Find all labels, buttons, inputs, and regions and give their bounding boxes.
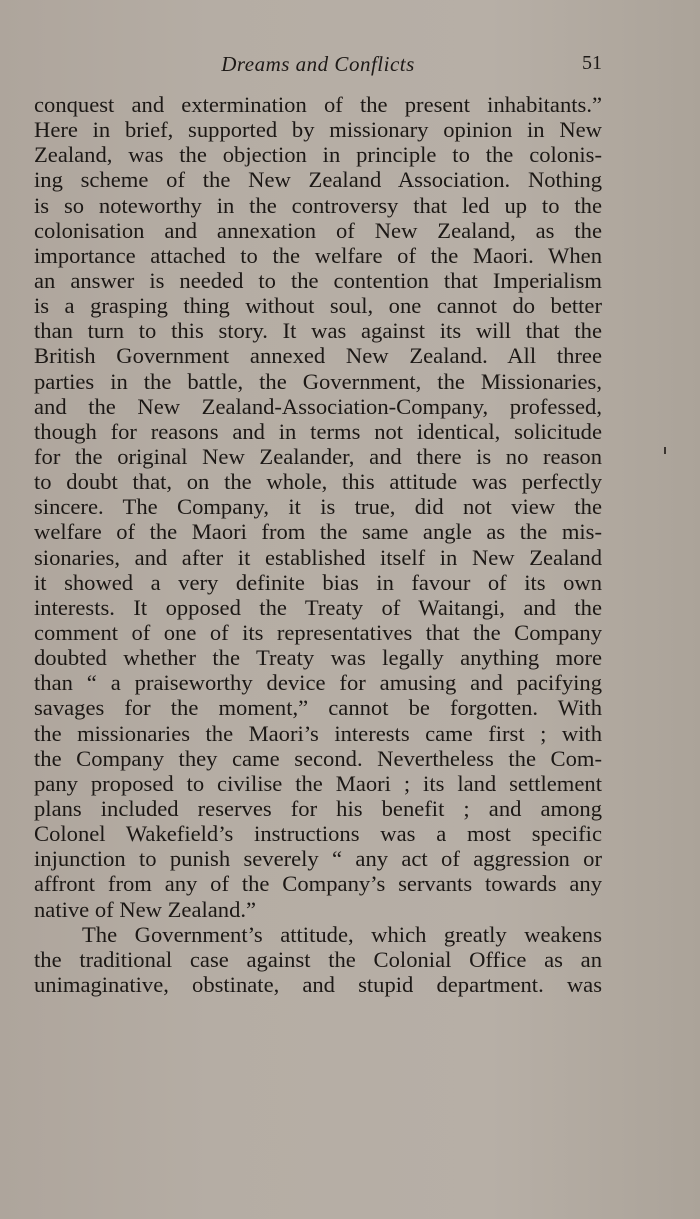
page-number: 51	[582, 52, 602, 74]
text-line: conquest and extermination of the present inhabitants.”	[34, 92, 602, 117]
text-line: Colonel Wakefield’s instructions was a most specific	[34, 821, 602, 847]
running-title: Dreams and Conflicts	[221, 52, 415, 76]
text-line: comment of one of its representatives that the Company	[34, 619, 602, 645]
text-line: interests. It opposed the Treaty of Waitangi, and the	[34, 594, 602, 620]
text-line: Here in brief, supported by missionary opinion in New	[34, 117, 602, 143]
text-line: the missionaries the Maori’s interests came first ; with	[34, 720, 602, 746]
body-text	[34, 92, 602, 997]
text-line: doubted whether the Treaty was legally anything more	[34, 645, 602, 671]
text-line: the traditional case against the Colonial Office as an	[34, 946, 602, 972]
text-line: The Government’s attitude, which greatly weakens	[82, 921, 602, 947]
text-line: British Government annexed New Zealand. All three	[34, 343, 602, 369]
text-line: is so noteworthy in the controversy that led up to the	[34, 192, 602, 218]
text-line: pany proposed to civilise the Maori ; its land settlement	[34, 770, 602, 796]
text-line: injunction to punish severely “ any act of aggression or	[34, 846, 602, 872]
text-line: parties in the battle, the Government, the Missionaries,	[34, 368, 602, 394]
text-line: colonisation and annexation of New Zealand, as the	[34, 217, 602, 243]
text-line: savages for the moment,” cannot be forgotten. With	[34, 695, 602, 721]
text-line: sincere. The Company, it is true, did not view the	[34, 494, 602, 520]
text-line: importance attached to the welfare of the Maori. When	[34, 242, 602, 268]
text-line: welfare of the Maori from the same angle as the mis-	[34, 519, 602, 545]
text-line: it showed a very definite bias in favour of its own	[34, 569, 602, 595]
text-line: the Company they came second. Nevertheless the Com-	[34, 745, 602, 771]
text-line: sionaries, and after it established itself in New Zealand	[34, 544, 602, 570]
text-line: than “ a praiseworthy device for amusing and pacifying	[34, 670, 602, 696]
text-line: native of New Zealand.”	[34, 896, 257, 922]
text-line: and the New Zealand-Association-Company, professed,	[34, 393, 602, 419]
text-line: for the original New Zealander, and there is no reason	[34, 443, 602, 469]
text-line: ing scheme of the New Zealand Association. Nothing	[34, 167, 602, 193]
text-line: plans included reserves for his benefit ; and among	[34, 795, 602, 821]
text-line: though for reasons and in terms not identical, solicitude	[34, 418, 602, 444]
text-line: is a grasping thing without soul, one cannot do better	[34, 293, 602, 319]
text-line: affront from any of the Company’s servants towards any	[34, 871, 602, 897]
text-line: than turn to this story. It was against its will that the	[34, 318, 602, 344]
text-line: to doubt that, on the whole, this attitude was perfectly	[34, 469, 602, 495]
text-line: Zealand, was the objection in principle to the colonis-	[34, 142, 602, 168]
text-line: an answer is needed to the contention that Imperialism	[34, 267, 602, 293]
margin-mark	[664, 447, 666, 454]
running-head	[34, 52, 602, 82]
text-line: unimaginative, obstinate, and stupid department. was	[34, 971, 602, 997]
